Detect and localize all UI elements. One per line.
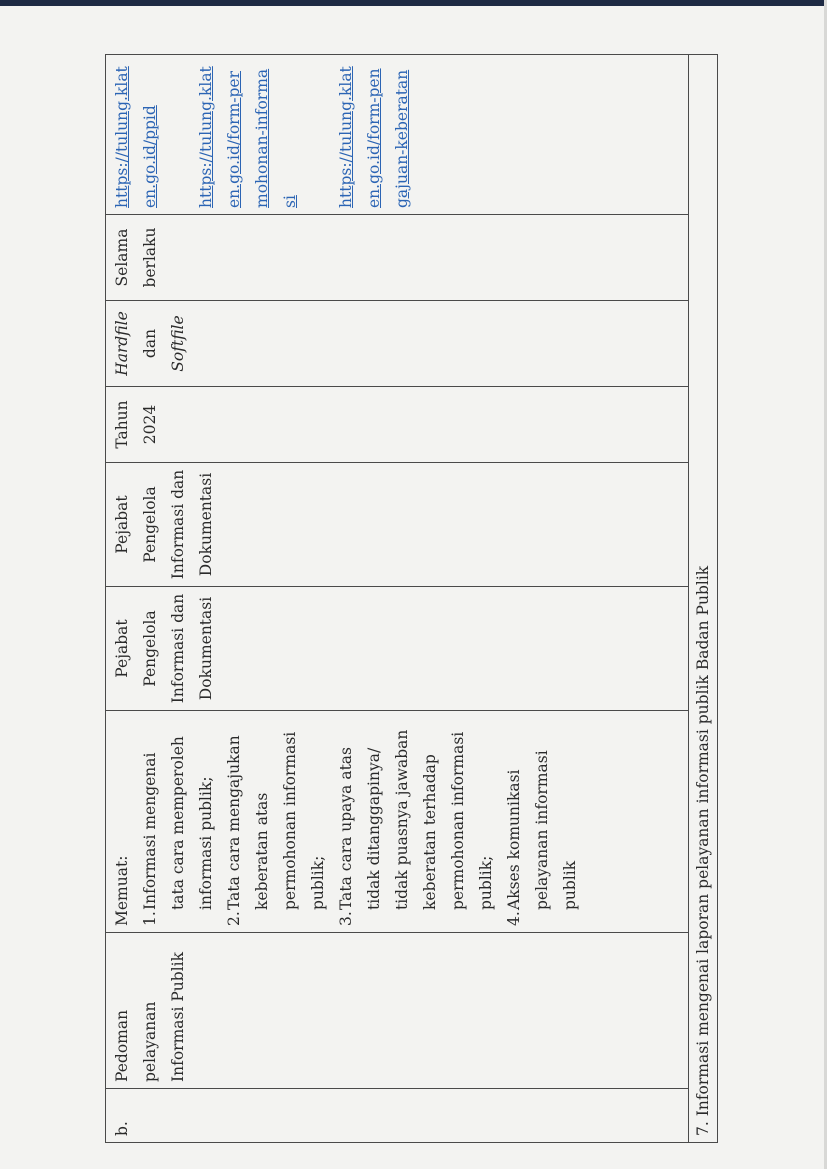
list-item xyxy=(136,717,220,926)
spacer xyxy=(164,61,192,208)
info-name: Pedoman pelayanan Informasi Publik xyxy=(106,933,689,1089)
list-text: Tata cara mengajukan keberatan atas permohonan informasi publik; xyxy=(225,731,327,910)
rotated-document-page xyxy=(105,55,721,1143)
format-softfile: Softfile xyxy=(169,315,187,372)
format-hardfile: Hardfile xyxy=(113,311,131,376)
list-number: 2. xyxy=(225,911,243,926)
content-intro: Memuat: xyxy=(113,855,131,926)
links-cell xyxy=(106,55,689,215)
list-text: Tata cara upaya atas tidak ditanggapinya/ tidak puasnya jawaban keberatan terhadap permohonan informasi publik; xyxy=(337,729,495,910)
ppid-link[interactable]: https://tulung.klaten.go.id/ppid xyxy=(113,66,159,208)
information-owner: Pejabat Pengelola Informasi dan Dokumentasi xyxy=(106,463,689,587)
objection-form-link[interactable]: https://tulung.klaten.go.id/form-pengajuan-keberatan xyxy=(337,66,411,208)
list-text: Akses komunikasi pelayanan informasi publik xyxy=(505,750,579,910)
request-form-link[interactable]: https://tulung.klaten.go.id/form-permohonan-informasi xyxy=(197,66,299,208)
list-number: 4. xyxy=(505,911,523,926)
list-item xyxy=(332,717,500,926)
information-format xyxy=(106,301,689,387)
format-conjunction: dan xyxy=(141,328,159,359)
spacer xyxy=(304,61,332,208)
list-number: 3. xyxy=(337,911,355,926)
info-content xyxy=(106,711,689,933)
publication-time: Tahun 2024 xyxy=(106,387,689,463)
list-number: 1. xyxy=(141,911,159,926)
list-item xyxy=(500,717,584,926)
list-text: Informasi mengenai tata cara memperoleh informasi publik; xyxy=(141,736,215,910)
information-table xyxy=(105,54,718,1143)
content-list xyxy=(136,717,584,926)
table-row xyxy=(689,55,718,1143)
retention-period: Selama berlaku xyxy=(106,215,689,301)
list-item xyxy=(220,717,332,926)
row-index: b. xyxy=(106,1089,689,1143)
section-heading: 7. Informasi mengenai laporan pelayanan informasi publik Badan Publik xyxy=(689,55,718,1143)
table-row xyxy=(106,55,689,1143)
responsible-official: Pejabat Pengelola Informasi dan Dokumentasi xyxy=(106,587,689,711)
scan-edge xyxy=(0,0,827,6)
